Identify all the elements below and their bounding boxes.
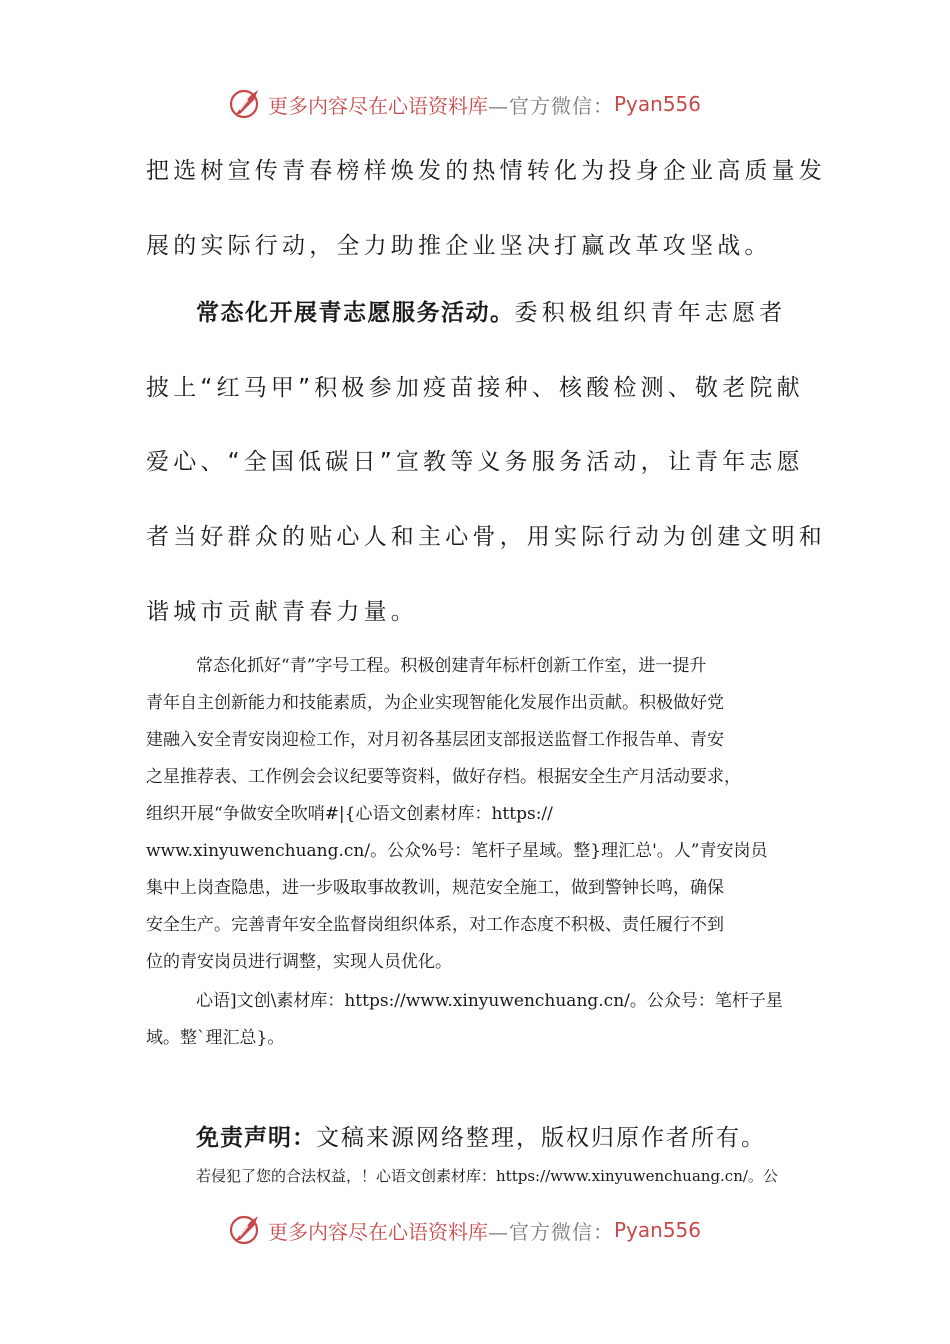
body-line: 把选树宣传青春榜样焕发的热情转化为投身企业高质量发 bbox=[146, 158, 826, 184]
banner-text-main: 更多内容尽在心语资料库 bbox=[268, 1219, 488, 1244]
paragraph-line: 位的青安岗员进行调整，实现人员优化。 bbox=[146, 952, 452, 972]
paragraph-line: 心语]文创\素材库：https://www.xinyuwenchuang.cn/。公众号：笔杆子星 bbox=[196, 991, 783, 1011]
section-heading-rest: 委积极组织青年志愿者 bbox=[514, 300, 787, 326]
banner-text-label: —官方微信： bbox=[488, 1219, 614, 1244]
section-heading-volunteer bbox=[196, 298, 787, 328]
disclaimer bbox=[196, 1122, 766, 1154]
body-line: 披上“红马甲”积极参加疫苗接种、核酸检测、敬老院献 bbox=[146, 375, 804, 401]
quill-logo-icon bbox=[228, 86, 264, 122]
paragraph-line: 常态化抓好“青”字号工程。积极创建青年标杆创新工作室，进一提升 bbox=[196, 656, 707, 676]
disclaimer-text: 文稿来源网络整理，版权归原作者所有。 bbox=[316, 1125, 766, 1151]
body-line: 者当好群众的贴心人和主心骨，用实际行动为创建文明和 bbox=[146, 524, 826, 550]
footer-banner bbox=[228, 1210, 701, 1250]
disclaimer-subtext: 若侵犯了您的合法权益，！心语文创素材库：https://www.xinyuwenchuang.cn/。公 bbox=[196, 1167, 778, 1185]
disclaimer-label: 免责声明： bbox=[196, 1125, 316, 1151]
body-line: 爱心、“全国低碳日”宣教等义务服务活动，让青年志愿 bbox=[146, 449, 804, 475]
paragraph-line: 建融入安全青安岗迎检工作，对月初各基层团支部报送监督工作报告单、青安 bbox=[146, 730, 724, 750]
body-line: 谐城市贡献青春力量。 bbox=[146, 599, 418, 625]
paragraph-line: 安全生产。完善青年安全监督岗组织体系，对工作态度不积极、责任履行不到 bbox=[146, 915, 724, 935]
paragraph-line: 之星推荐表、工作例会会议纪要等资料，做好存档。根据安全生产月活动要求， bbox=[146, 767, 741, 787]
paragraph-line: 域。整`理汇总}。 bbox=[146, 1028, 285, 1048]
paragraph-line: 集中上岗查隐患，进一步吸取事故教训，规范安全施工，做到警钟长鸣，确保 bbox=[146, 878, 724, 898]
paragraph-line: 组织开展“争做安全吹哨#|{心语文创素材库：https:// bbox=[146, 804, 553, 824]
paragraph-line: www.xinyuwenchuang.cn/。公众%号：笔杆子星域。整}理汇总'。人”青安岗员 bbox=[146, 841, 768, 861]
banner-text-label: —官方微信： bbox=[488, 93, 614, 118]
quill-logo-icon bbox=[228, 1212, 264, 1248]
section-heading-bold: 常态化开展青志愿服务活动。 bbox=[196, 300, 515, 326]
banner-text-main: 更多内容尽在心语资料库 bbox=[268, 93, 488, 118]
banner-wechat-id: Pyan556 bbox=[614, 92, 702, 116]
header-banner bbox=[228, 84, 701, 124]
paragraph-line: 青年自主创新能力和技能素质，为企业实现智能化发展作出贡献。积极做好党 bbox=[146, 693, 724, 713]
banner-wechat-id: Pyan556 bbox=[614, 1218, 702, 1242]
body-line: 展的实际行动，全力助推企业坚决打赢改革攻坚战。 bbox=[146, 233, 772, 259]
